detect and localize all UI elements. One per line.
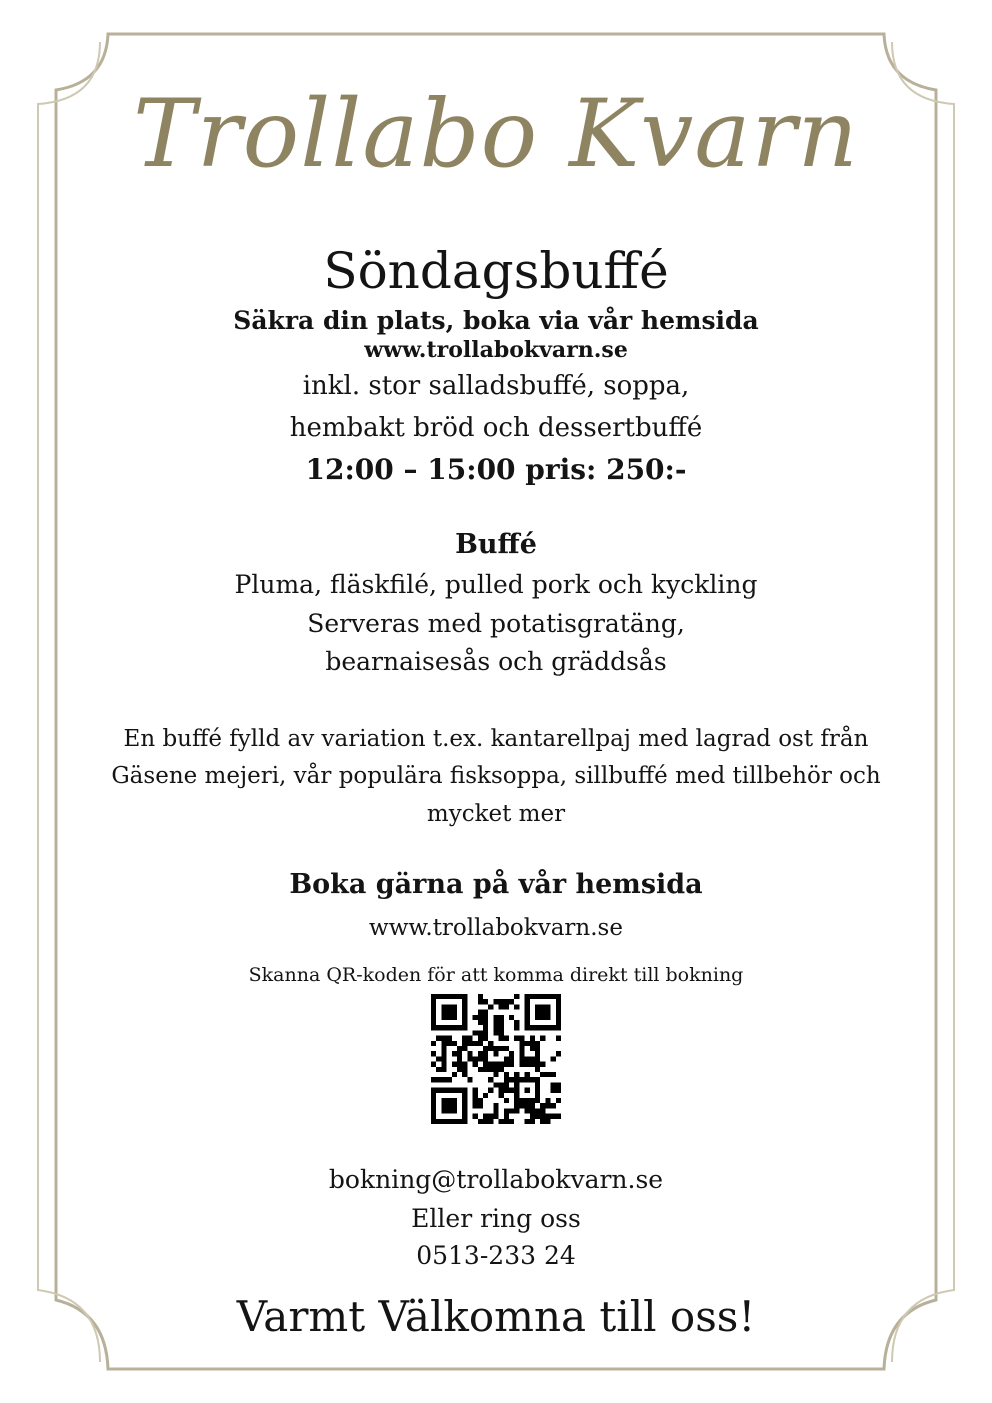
website-link-bottom[interactable]: www.trollabokvarn.se: [369, 915, 623, 941]
variation-line-3: mycket mer: [426, 801, 566, 827]
call-text: Eller ring oss: [411, 1204, 581, 1233]
phone-number[interactable]: 0513-233 24: [416, 1241, 576, 1270]
variation-line-2: Gäsene mejeri, vår populära fisksoppa, sillbuffé med tillbehör och: [111, 763, 881, 789]
welcome-message: Varmt Välkomna till oss!: [236, 1292, 756, 1341]
variation-line-1: En buffé fylld av variation t.ex. kantarellpaj med lagrad ost från: [123, 726, 869, 752]
brand-logo: Trollabo Kvarn: [133, 80, 859, 189]
buffet-line-2: Serveras med potatisgratäng,: [307, 609, 685, 638]
qr-instruction: Skanna QR-koden för att komma direkt till bokning: [248, 964, 744, 986]
booking-heading: Boka gärna på vår hemsida: [289, 869, 703, 900]
page-title: Söndagsbuffé: [323, 242, 669, 300]
qr-code-icon[interactable]: [431, 994, 561, 1124]
email-link[interactable]: bokning@trollabokvarn.se: [328, 1165, 664, 1194]
includes-line-1: inkl. stor salladsbuffé, soppa,: [302, 371, 690, 401]
booking-tagline: Säkra din plats, boka via vår hemsida: [233, 306, 759, 335]
buffet-line-1: Pluma, fläskfilé, pulled pork och kyckling: [234, 570, 758, 599]
buffet-heading: Buffé: [455, 529, 537, 560]
buffet-line-3: bearnaisesås och gräddsås: [325, 647, 667, 676]
includes-line-2: hembakt bröd och dessertbuffé: [289, 413, 703, 443]
hours-price: 12:00 – 15:00 pris: 250:-: [305, 453, 687, 486]
website-link-top[interactable]: www.trollabokvarn.se: [364, 337, 628, 363]
